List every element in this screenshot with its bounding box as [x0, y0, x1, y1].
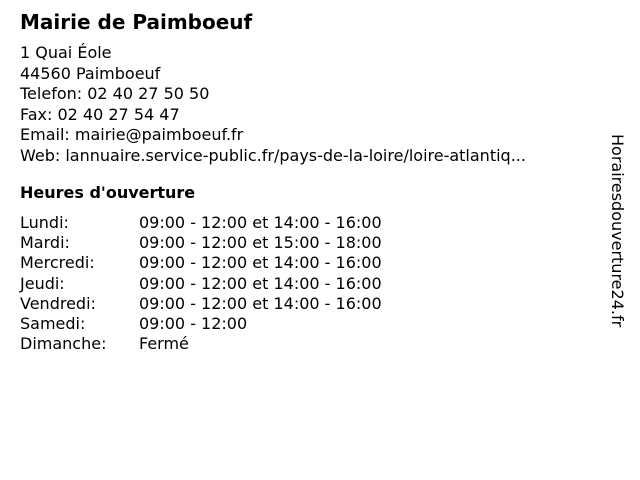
site-watermark: Horairesdouverture24.fr [608, 134, 627, 328]
hours-row-wednesday [20, 253, 382, 273]
day-label: Mardi: [20, 233, 70, 253]
time-range: 09:00 - 12:00 [139, 314, 248, 334]
day-label: Dimanche: [20, 334, 107, 354]
hours-row-friday [20, 294, 382, 314]
hours-row-thursday [20, 274, 382, 294]
time-range: 09:00 - 12:00 et 14:00 - 16:00 [139, 253, 382, 273]
opening-hours-table [20, 213, 382, 354]
address-street: 1 Quai Éole [20, 43, 112, 62]
hours-row-sunday [20, 334, 382, 354]
time-range: 09:00 - 12:00 et 14:00 - 16:00 [139, 293, 382, 313]
time-range: 09:00 - 12:00 et 14:00 - 16:00 [139, 213, 382, 232]
day-label: Vendredi: [20, 293, 96, 313]
time-range: Fermé [139, 334, 189, 354]
day-label: Samedi: [20, 314, 86, 334]
fax-number: Fax: 02 40 27 54 47 [20, 104, 180, 124]
hours-row-monday [20, 213, 382, 233]
day-label: Jeudi: [20, 273, 65, 293]
address-city: 44560 Paimboeuf [20, 63, 161, 83]
email-address: Email: mairie@paimboeuf.fr [20, 125, 244, 144]
website-url: Web: lannuaire.service-public.fr/pays-de-la-loire/loire-atlantiq... [20, 145, 526, 165]
time-range: 09:00 - 12:00 et 15:00 - 18:00 [139, 233, 382, 253]
hours-row-tuesday [20, 233, 382, 253]
hours-row-saturday [20, 314, 382, 334]
day-label: Mercredi: [20, 253, 95, 273]
page-title: Mairie de Paimboeuf [20, 10, 253, 34]
time-range: 09:00 - 12:00 et 14:00 - 16:00 [139, 273, 382, 293]
contact-info [20, 43, 526, 166]
opening-hours-heading: Heures d'ouverture [20, 183, 196, 202]
phone-number: Telefon: 02 40 27 50 50 [20, 84, 210, 103]
day-label: Lundi: [20, 213, 69, 232]
